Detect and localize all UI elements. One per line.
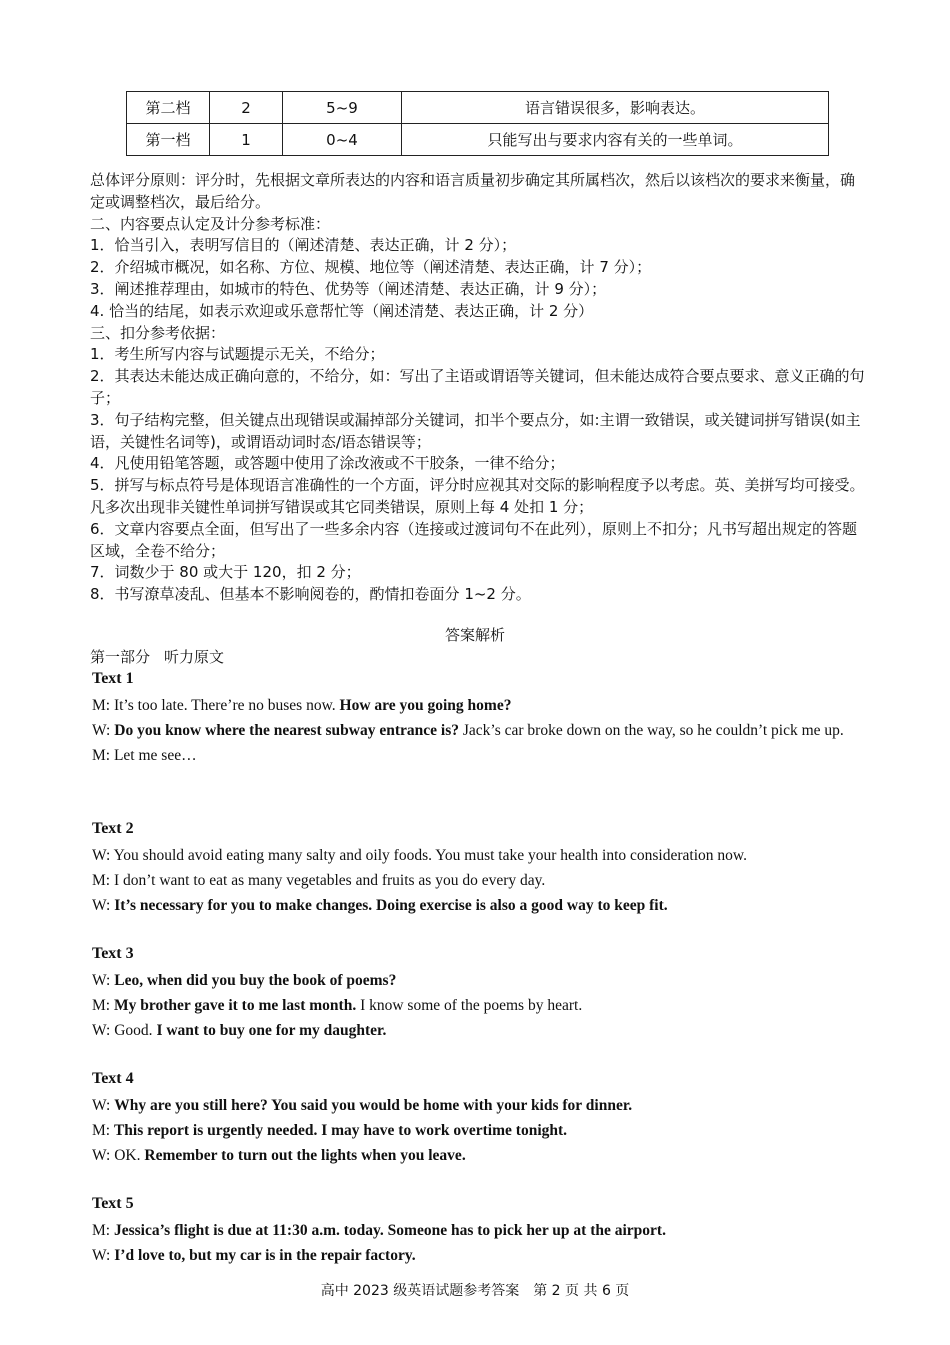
dialog-line — [92, 693, 889, 718]
text-title: Text 1 — [92, 670, 134, 687]
rule-item: 4．凡使用铅笔答题，或答题中使用了涂改液或不干胶条，一律不给分； — [90, 454, 565, 473]
answer-highlight: I want to buy one for my daughter. — [156, 1022, 387, 1039]
dialog-line — [92, 843, 889, 868]
dialog-line — [92, 1143, 889, 1168]
grade-score: 2 — [210, 92, 283, 124]
grade-description: 语言错误很多，影响表达。 — [402, 92, 829, 124]
rule-item: 8．书写潦草凌乱、但基本不影响阅卷的，酌情扣卷面分 1~2 分。 — [90, 585, 531, 604]
text-title: Text 3 — [92, 945, 134, 962]
dialog-text: M: Let me see… — [92, 747, 197, 764]
text-title: Text 4 — [92, 1070, 134, 1087]
answer-highlight: Leo, when did you buy the book of poems? — [114, 972, 397, 989]
rule-item: 5．拼写与标点符号是体现语言准确性的一个方面，评分时应视其对交际的影响程度予以考虑。英、美拼写均可接受。凡多次出现非关键性单词拼写错误或其它同类错误，原则上每 4 处扣 1 分； — [90, 476, 865, 516]
answer-highlight: Why are you still here? You said you would be home with your kids for dinner. — [114, 1097, 633, 1114]
text-title: Text 5 — [92, 1195, 134, 1212]
dialog-text: Jack’s car broke down on the way, so he couldn’t pick me up. — [458, 722, 844, 739]
dialog-line — [92, 718, 889, 743]
dialog-line — [92, 993, 889, 1018]
dialog-text: M: I don’t want to eat as many vegetables and fruits as you do every day. — [92, 872, 546, 889]
answer-highlight: Jessica’s flight is due at 11:30 a.m. today. Someone has to pick her up at the airport. — [113, 1222, 666, 1239]
part-number: 第一部分 — [90, 648, 151, 666]
scoring-rules — [90, 170, 865, 606]
table-row — [127, 124, 829, 156]
dialog-text: W: — [92, 1247, 115, 1264]
answer-highlight: I’d love to, but my car is in the repair factory. — [114, 1247, 416, 1264]
dialog-line — [92, 1093, 889, 1118]
dialog-text: W: Good. — [92, 1022, 157, 1039]
dialog-text: W: — [92, 722, 115, 739]
answer-highlight: My brother gave it to me last month. — [113, 997, 357, 1014]
grade-level: 第二档 — [127, 92, 210, 124]
dialog-text: W: You should avoid eating many salty and oily foods. You must take your health into consideration now. — [92, 847, 747, 864]
page-footer: 高中 2023 级英语试题参考答案 第 2 页 共 6 页 — [320, 1283, 630, 1299]
answer-highlight: How are you going home? — [339, 697, 512, 714]
dialog-line — [92, 868, 889, 893]
rule-item: 1．恰当引入，表明写信目的（阐述清楚、表达正确，计 2 分）； — [90, 236, 517, 255]
dialog-line — [92, 1018, 889, 1043]
rule-paragraph: 总体评分原则：评分时，先根据文章所表达的内容和语言质量初步确定其所属档次，然后以该档次的要求来衡量，确定或调整档次，最后给分。 — [90, 171, 856, 211]
rule-item: 3．句子结构完整，但关键点出现错误或漏掉部分关键词，扣半个要点分，如:主谓一致错误，或关键词拼写错误(如主语，关键性名词等)，或谓语动词时态/语态错误等； — [90, 410, 861, 451]
dialog-text: W: — [92, 972, 115, 989]
rule-item: 7．词数少于 80 或大于 120，扣 2 分； — [90, 563, 361, 582]
dialog-text: M: It’s too late. There’re no buses now. — [92, 697, 340, 714]
dialog-text: W: OK. — [92, 1147, 145, 1164]
answer-highlight: Do you know where the nearest subway entrance is? — [114, 722, 459, 739]
dialog-text: W: — [92, 1097, 115, 1114]
dialog-line — [92, 743, 889, 768]
answer-highlight: It’s necessary for you to make changes. Doing exercise is also a good way to keep fit. — [114, 897, 668, 914]
grade-range: 5~9 — [283, 92, 402, 124]
dialog-line — [92, 1118, 889, 1143]
dialog-line — [92, 1218, 889, 1243]
dialog-text: M: — [92, 997, 114, 1014]
rule-heading: 三、扣分参考依据： — [90, 323, 226, 342]
dialog-line — [92, 893, 889, 918]
rule-item: 4. 恰当的结尾，如表示欢迎或乐意帮忙等（阐述清楚、表达正确，计 2 分） — [90, 301, 594, 320]
grade-range: 0~4 — [283, 124, 402, 156]
rule-item: 2．介绍城市概况，如名称、方位、规模、地位等（阐述清楚、表达正确，计 7 分）； — [90, 258, 652, 277]
rule-heading: 二、内容要点认定及计分参考标准： — [90, 214, 331, 233]
dialog-text: W: — [92, 897, 115, 914]
part-name: 听力原文 — [164, 648, 225, 666]
grading-table — [126, 91, 829, 156]
text-title: Text 2 — [92, 820, 134, 837]
table-row — [127, 92, 829, 124]
dialog-text: I know some of the poems by heart. — [356, 997, 583, 1014]
dialog-text: M: — [92, 1122, 114, 1139]
rule-item: 1．考生所写内容与试题提示无关，不给分； — [90, 345, 385, 364]
dialog-line — [92, 968, 889, 993]
grade-description: 只能写出与要求内容有关的一些单词。 — [402, 124, 829, 156]
grade-score: 1 — [210, 124, 283, 156]
dialog-text: M: — [92, 1222, 114, 1239]
grade-level: 第一档 — [127, 124, 210, 156]
part-title — [90, 646, 238, 667]
rule-item: 2．其表达未能达成正确向意的，不给分，如：写出了主语或谓语等关键词，但未能达成符合要点要求、意义正确的句子； — [90, 367, 865, 407]
answer-highlight: Remember to turn out the lights when you leave. — [144, 1147, 466, 1164]
rule-item: 6．文章内容要点全面，但写出了一些多余内容（连接或过渡词句不在此列），原则上不扣分；凡书写超出规定的答题区域，全卷不给分； — [90, 519, 858, 560]
section-title: 答案解析 — [444, 626, 505, 644]
rule-item: 3．阐述推荐理由，如城市的特色、优势等（阐述清楚、表达正确，计 9 分）； — [90, 279, 607, 298]
answer-highlight: This report is urgently needed. I may have to work overtime tonight. — [113, 1122, 568, 1139]
dialog-line — [92, 1243, 889, 1268]
